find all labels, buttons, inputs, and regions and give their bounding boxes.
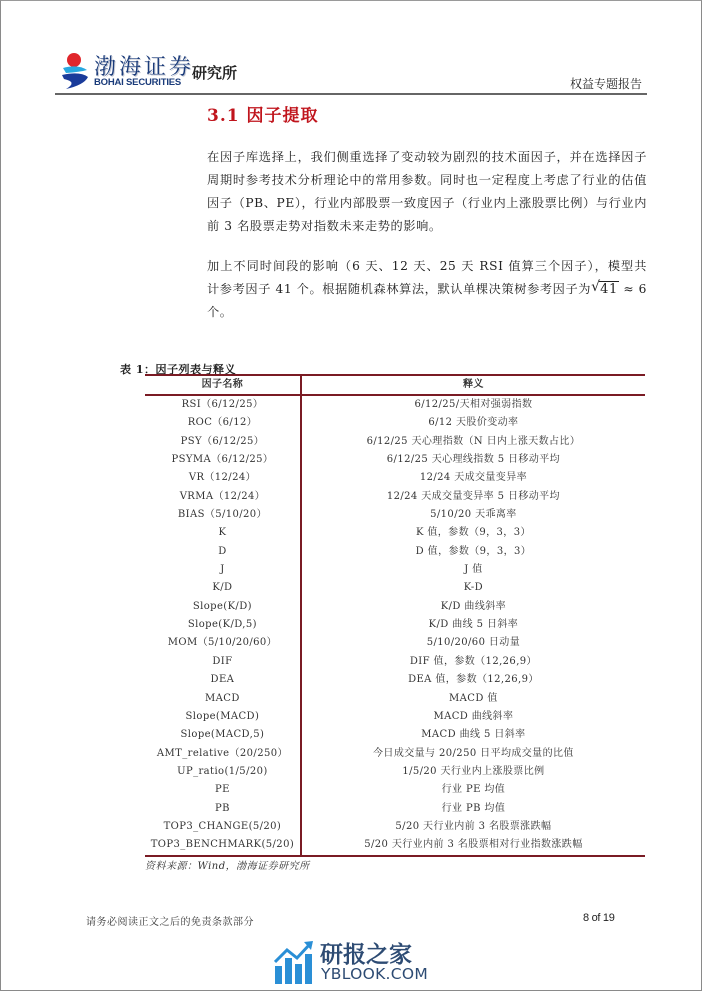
table-row <box>145 726 645 744</box>
table-row <box>145 395 645 414</box>
factor-definition-cell: 5/10/20/60 日动量 <box>426 637 521 649</box>
table-row <box>145 616 645 634</box>
factor-definition-cell: 1/5/20 天行业内上涨股票比例 <box>402 765 545 777</box>
paragraph-2-result: ≈ 6个。 <box>207 282 647 319</box>
factor-name-cell: PSY（6/12/25） <box>145 433 301 451</box>
sqrt-radicand: 41 <box>600 282 618 297</box>
radical-icon: √ <box>591 279 601 295</box>
paragraph-2-text: 加上不同时间段的影响（6 天、12 天、25 天 RSI 值算三个因子），模型共计参考因子 41 个。根据随机森林算法，默认单棵决策树参考因子为 <box>207 259 647 296</box>
table-row <box>145 451 645 469</box>
factor-name-cell: ROC（6/12） <box>145 414 301 432</box>
table-row <box>145 579 645 597</box>
factor-definition-cell: 行业 PE 均值 <box>441 784 506 796</box>
paragraph-2 <box>207 255 647 324</box>
table-row <box>145 488 645 506</box>
factor-name-cell: AMT_relative（20/250） <box>145 745 301 763</box>
factor-name-cell: VR（12/24） <box>145 469 301 487</box>
watermark-cn: 研报之家 <box>320 942 412 968</box>
table-header-row <box>145 375 645 395</box>
logo-english-name: BOHAI SECURITIES <box>94 77 182 88</box>
table-row <box>145 800 645 818</box>
factor-definition-cell: 5/20 天行业内前 3 名股票相对行业指数涨跌幅 <box>301 836 645 855</box>
paragraph-1: 在因子库选择上，我们侧重选择了变动较为剧烈的技术面因子，并在选择因子周期时参考技术分析理论中的常用参数。同时也一定程度上考虑了行业的估值因子（PB、PE），行业内部股票一致度因子（行业内上涨股票比例）与行业内前 3 名股票走势对指数未来走势的影响。 <box>207 150 647 233</box>
table-row <box>145 690 645 708</box>
factor-definition-cell: K/D 曲线斜率 <box>440 600 507 612</box>
factor-definition-cell: 6/12/25/天相对强弱指数 <box>414 399 533 410</box>
column-header-definition: 释义 <box>301 375 645 395</box>
factor-name-cell: D <box>145 543 301 561</box>
factor-name-cell: TOP3_CHANGE(5/20) <box>145 818 301 836</box>
sqrt-expression <box>591 278 619 301</box>
factor-name-cell: MOM（5/10/20/60） <box>145 634 301 652</box>
factor-definition-cell: 行业 PB 均值 <box>441 802 506 814</box>
factor-name-cell: Slope(K/D,5) <box>145 616 301 634</box>
table-source: 资料来源：Wind，渤海证券研究所 <box>145 861 310 872</box>
factor-definition-cell: K 值，参数（9，3，3） <box>415 527 531 539</box>
factor-definition-cell: MACD 曲线斜率 <box>433 710 514 722</box>
factor-definition-cell: MACD 值 <box>449 692 498 704</box>
table-row <box>145 524 645 542</box>
factor-name-cell: Slope(MACD) <box>145 708 301 726</box>
table-row <box>145 543 645 561</box>
factor-definition-cell: 今日成交量与 20/250 日平均成交量的比值 <box>373 747 574 759</box>
bohai-logo <box>60 50 260 92</box>
factor-name-cell: UP_ratio(1/5/20) <box>145 763 301 781</box>
factor-definition-cell: DEA 值，参数（12,26,9） <box>408 674 539 686</box>
logo-chinese-name: 渤海证券 <box>94 55 195 80</box>
table-row <box>145 414 645 432</box>
factor-name-cell: BIAS（5/10/20） <box>145 506 301 524</box>
watermark-en: YBLOOK.COM <box>321 965 429 983</box>
table-row <box>145 836 645 855</box>
table-row <box>145 818 645 836</box>
factor-name-cell: PB <box>145 800 301 818</box>
table-row <box>145 598 645 616</box>
factor-name-cell: Slope(K/D) <box>145 598 301 616</box>
factor-name-cell: RSI（6/12/25） <box>145 395 301 414</box>
report-type: 权益专题报告 <box>569 77 642 91</box>
factor-definition-cell: DIF 值，参数（12,26,9） <box>409 655 537 667</box>
factor-definition-cell: 6/12 天股价变动率 <box>428 417 519 429</box>
header-divider <box>55 93 647 95</box>
table-row <box>145 763 645 781</box>
factor-name-cell: DEA <box>145 671 301 689</box>
factor-definition-cell: D 值，参数（9，3，3） <box>415 545 532 557</box>
factor-name-cell: K/D <box>145 579 301 597</box>
column-header-factor-name: 因子名称 <box>145 375 301 395</box>
factor-definition-cell: 6/12/25 天心理线指数 5 日移动平均 <box>386 454 561 466</box>
rising-chart-icon <box>274 940 314 984</box>
table-row <box>145 745 645 763</box>
factor-name-cell: Slope(MACD,5) <box>145 726 301 744</box>
factor-name-cell: TOP3_BENCHMARK(5/20) <box>145 836 301 855</box>
factor-definition-cell: 12/24 天成交量变异率 <box>419 472 528 484</box>
table-row <box>145 469 645 487</box>
factor-name-cell: K <box>145 524 301 542</box>
factor-name-cell: VRMA（12/24） <box>145 488 301 506</box>
factor-definition-cell: J 值 <box>464 564 483 576</box>
factor-definition-cell: 6/12/25 天心理指数（N 日内上涨天数占比） <box>366 435 581 447</box>
table-row <box>145 506 645 524</box>
factor-name-cell: J <box>145 561 301 579</box>
factor-definition-cell: K/D 曲线 5 日斜率 <box>428 619 519 631</box>
factor-definition-cell: 5/20 天行业内前 3 名股票涨跌幅 <box>395 820 552 832</box>
table-row <box>145 561 645 579</box>
table-row <box>145 433 645 451</box>
institute-name: 研究所 <box>192 64 238 82</box>
table-row <box>145 653 645 671</box>
factor-name-cell: DIF <box>145 653 301 671</box>
section-title: 3.1 因子提取 <box>207 106 319 126</box>
yblook-watermark <box>274 938 444 988</box>
table-caption: 表 1：因子列表与释义 <box>120 363 236 376</box>
factor-name-cell: MACD <box>145 690 301 708</box>
table-row <box>145 781 645 799</box>
bohai-logo-icon <box>60 52 90 90</box>
factor-definition-cell: 12/24 天成交量变异率 5 日移动平均 <box>386 490 560 502</box>
table-row <box>145 634 645 652</box>
factor-table <box>145 374 645 857</box>
factor-definition-cell: MACD 曲线 5 日斜率 <box>421 729 526 741</box>
factor-name-cell: PSYMA（6/12/25） <box>145 451 301 469</box>
factor-definition-cell: 5/10/20 天乖离率 <box>430 509 517 521</box>
table-row <box>145 671 645 689</box>
factor-name-cell: PE <box>145 781 301 799</box>
page-number: 8 of 19 <box>583 912 615 924</box>
factor-definition-cell: K-D <box>463 582 484 594</box>
footer-disclaimer: 请务必阅读正文之后的免责条款部分 <box>86 917 254 928</box>
table-row <box>145 708 645 726</box>
